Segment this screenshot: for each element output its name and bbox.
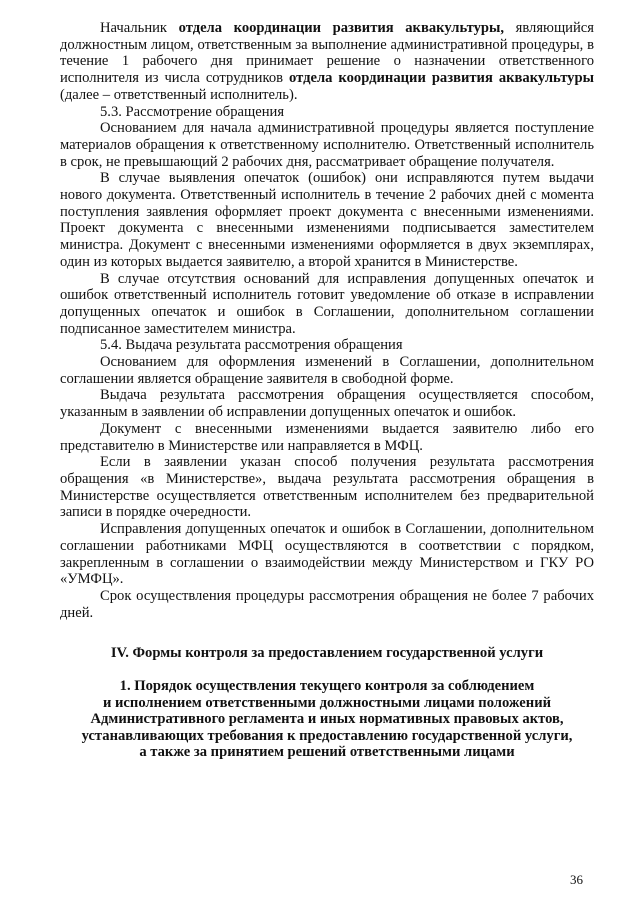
- text-fragment: (далее – ответственный исполнитель).: [60, 86, 298, 103]
- paragraph-review-basis: Основанием для начала административной процедуры является поступление материалов обращения к ответственному исполнителю. Ответственный исполнитель в срок, не превышающий 2 рабочих дня, рассматривает обращение получателя.: [60, 120, 594, 170]
- page-number: 36: [570, 872, 583, 887]
- department-name-bold: отдела координации развития аквакультуры: [289, 70, 594, 87]
- paragraph-mfc-corrections: Исправления допущенных опечаток и ошибок в Соглашении, дополнительном соглашении работниками МФЦ осуществляются в соответствии с порядком, закрепленным в соглашении о взаимодействии между Министерством и ГКУ РО «УМФЦ».: [60, 521, 594, 588]
- paragraph-ministry-issuance: Если в заявлении указан способ получения результата рассмотрения обращения «в Министерстве», выдача результата рассмотрения обращения в Министерстве осуществляется ответственным исполнителем без предварительной записи в порядке очередности.: [60, 454, 594, 521]
- document-page: [60, 20, 594, 761]
- subsection-title-line: 1. Порядок осуществления текущего контроля за соблюдением: [119, 678, 535, 695]
- paragraph-document-issuance: Документ с внесенными изменениями выдается заявителю либо его представителю в Министерстве или направляется в МФЦ.: [60, 420, 594, 454]
- paragraph-responsible-assignment: [60, 20, 594, 104]
- department-name-bold: отдела координации развития аквакультуры,: [178, 20, 505, 36]
- subsection-title-line: Административного регламента и иных нормативных правовых актов,: [90, 711, 564, 728]
- subsection-title-1: [60, 678, 594, 761]
- subsection-title-line: устанавливающих требования к предоставлению государственной услуги,: [81, 727, 573, 744]
- text-fragment: являющийся должностным лицом, ответственным за выполнение административной процедуры, в течение 1 рабочего дня принимает решение о назначении ответственного исполнителя из числа сотрудников: [60, 20, 594, 87]
- subsection-title-line: и исполнением ответственными должностными лицами положений: [102, 694, 552, 711]
- text-fragment: Начальник: [100, 20, 179, 36]
- subsection-title-line: а также за принятием решений ответственными лицами: [139, 744, 515, 761]
- section-title-iv: IV. Формы контроля за предоставлением государственной услуги: [110, 645, 544, 662]
- paragraph-change-basis: Основанием для оформления изменений в Соглашении, дополнительном соглашении является обращение заявителя в свободной форме.: [60, 354, 594, 387]
- paragraph-typo-correction: В случае выявления опечаток (ошибок) они исправляются путем выдачи нового документа. Ответственный исполнитель в течение 2 рабочих дней с момента поступления заявления оформляет проект документа с внесенными изменениями. Проект документа с внесенными изменениями подписывается заместителем министра. Документ с внесенными изменениями оформляется в двух экземплярах, один из которых выдается заявителю, а второй хранится в Министерстве.: [60, 170, 594, 270]
- paragraph-procedure-deadline: Срок осуществления процедуры рассмотрения обращения не более 7 рабочих дней.: [60, 587, 594, 621]
- paragraph-refusal-notice: В случае отсутствия оснований для исправления допущенных опечаток и ошибок ответственный исполнитель готовит уведомление об отказе в исправлении допущенных опечаток и ошибок в Соглашении, дополнительном соглашении подписанное заместителем министра.: [60, 270, 594, 337]
- subsection-heading-5-4: 5.4. Выдача результата рассмотрения обращения: [100, 337, 403, 354]
- subsection-heading-5-3: 5.3. Рассмотрение обращения: [100, 103, 285, 120]
- paragraph-result-delivery-method: Выдача результата рассмотрения обращения осуществляется способом, указанным в заявлении об исправлении допущенных опечаток и ошибок.: [60, 387, 594, 421]
